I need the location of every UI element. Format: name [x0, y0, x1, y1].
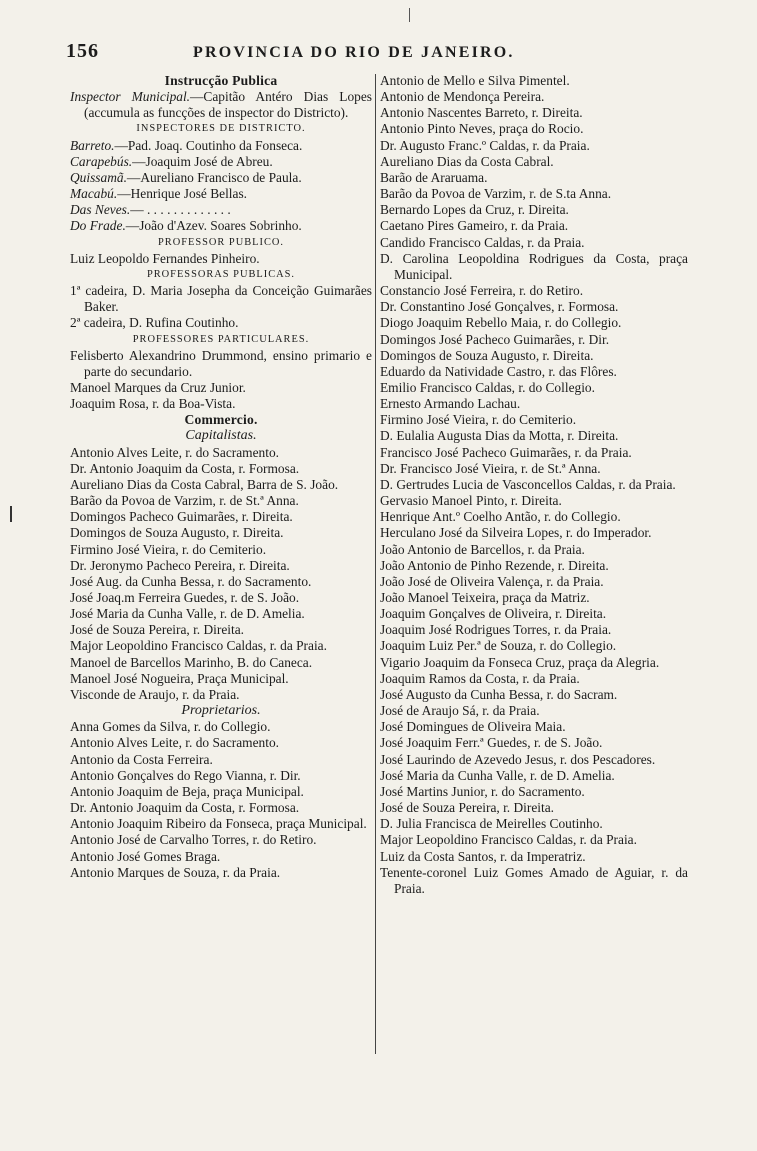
- directory-entry: Domingos Pacheco Guimarães, r. Direita.: [70, 509, 293, 525]
- directory-entry: José Joaq.m Ferreira Guedes, r. de S. João.: [70, 590, 300, 605]
- directory-entry: Antonio de Mello e Silva Pimentel.: [380, 73, 570, 88]
- directory-entry: Dr. Antonio Joaquim da Costa, r. Formosa.: [70, 800, 300, 816]
- directory-entry: 1ª cadeira, D. Maria Josepha da Conceição Guimarães Baker.: [70, 283, 372, 315]
- directory-entry: Joaquim Ramos da Costa, r. da Praia.: [380, 670, 580, 686]
- directory-entry: Barão da Povoa de Varzim, r. de St.ª Anna.: [70, 493, 299, 509]
- directory-entry: Antonio Marques de Souza, r. da Praia.: [70, 864, 281, 880]
- directory-entry: José Laurindo de Azevedo Jesus, r. dos Pescadores.: [380, 751, 656, 767]
- directory-entry: Bernardo Lopes da Cruz, r. Direita.: [380, 202, 569, 218]
- directory-entry: Manoel José Nogueira, Praça Municipal.: [70, 670, 289, 686]
- section-heading: Commercio.: [184, 412, 258, 428]
- entry-text: —Capitão Antéro Dias Lopes (accumula as funcções de inspector do Districto).: [84, 89, 372, 121]
- directory-entry: Manoel de Barcellos Marinho, B. do Caneca.: [70, 654, 313, 670]
- directory-entry: Henrique Ant.º Coelho Antão, r. do Collegio.: [380, 509, 621, 525]
- directory-entry: Candido Francisco Caldas, r. da Praia.: [380, 234, 585, 250]
- directory-entry: Dr. Francisco José Vieira, r. de St.ª Anna.: [380, 460, 601, 476]
- running-title: PROVINCIA DO RIO DE JANEIRO.: [193, 44, 515, 61]
- directory-entry: [70, 170, 372, 186]
- directory-entry: Antonio Gonçalves do Rego Vianna, r. Dir.: [70, 767, 301, 783]
- directory-entry: Tenente-coronel Luiz Gomes Amado de Aguiar, r. da Praia.: [380, 864, 688, 896]
- directory-entry: Aureliano Dias da Costa Cabral.: [380, 153, 554, 169]
- entry-label: Inspector Municipal.: [70, 89, 191, 105]
- directory-entry: Antonio Joaquim de Beja, praça Municipal.: [70, 783, 304, 799]
- directory-entry: Domingos de Souza Augusto, r. Direita.: [70, 525, 284, 541]
- directory-entry: Joaquim José Rodrigues Torres, r. da Praia.: [380, 622, 612, 638]
- directory-entry: [70, 138, 372, 154]
- entry-text: —Aureliano Francisco de Paula.: [126, 169, 302, 185]
- page-number: 156: [66, 40, 99, 62]
- directory-entry: Constancio José Ferreira, r. do Retiro.: [380, 283, 584, 299]
- subsection-heading: PROFESSORAS PUBLICAS.: [146, 268, 296, 280]
- directory-entry: [70, 89, 372, 121]
- directory-entry: Dr. Augusto Franc.º Caldas, r. da Praia.: [380, 137, 590, 153]
- directory-entry: Barão da Povoa de Varzim, r. de S.ta Anna.: [380, 186, 612, 202]
- entry-label: Macabú.: [70, 186, 118, 202]
- directory-entry: D. Gertrudes Lucia de Vasconcellos Caldas, r. da Praia.: [380, 476, 676, 492]
- directory-entry: Luiz Leopoldo Fernandes Pinheiro.: [70, 250, 260, 266]
- directory-entry: José de Araujo Sá, r. da Praia.: [380, 703, 540, 719]
- directory-entry: [70, 202, 372, 218]
- directory-entry: [70, 186, 372, 202]
- directory-entry: João Antonio de Pinho Rezende, r. Direita.: [380, 557, 609, 573]
- directory-entry: Vigario Joaquim da Fonseca Cruz, praça da Alegria.: [380, 654, 660, 670]
- directory-entry: Dr. Antonio Joaquim da Costa, r. Formosa.: [70, 460, 300, 476]
- directory-entry: Anna Gomes da Silva, r. do Collegio.: [70, 719, 271, 735]
- directory-entry: Major Leopoldino Francisco Caldas, r. da Praia.: [70, 638, 327, 654]
- entry-label: Barreto.: [70, 137, 115, 153]
- directory-entry: Luiz da Costa Santos, r. da Imperatriz.: [380, 848, 586, 864]
- directory-entry: Antonio da Costa Ferreira.: [70, 751, 213, 767]
- left-column: [70, 73, 372, 881]
- directory-entry: Caetano Pires Gameiro, r. da Praia.: [380, 218, 569, 234]
- directory-entry: José de Souza Pereira, r. Direita.: [380, 800, 555, 816]
- directory-entry: Firmino José Vieira, r. do Cemiterio.: [70, 541, 267, 557]
- directory-entry: Felisberto Alexandrino Drummond, ensino primario e parte do secundario.: [70, 347, 372, 379]
- directory-entry: D. Carolina Leopoldina Rodrigues da Costa, praça Municipal.: [380, 250, 688, 282]
- directory-entry: Eduardo da Natividade Castro, r. das Flôres.: [380, 363, 617, 379]
- directory-entry: 2ª cadeira, D. Rufina Coutinho.: [70, 315, 239, 331]
- directory-entry: Antonio Nascentes Barreto, r. Direita.: [380, 105, 583, 121]
- directory-entry: João Antonio de Barcellos, r. da Praia.: [380, 541, 585, 557]
- directory-entry: João José de Oliveira Valença, r. da Praia.: [380, 573, 604, 589]
- directory-entry: Antonio José Gomes Braga.: [70, 848, 221, 864]
- column-divider: [375, 74, 376, 1054]
- entry-label: Do Frade.: [70, 218, 126, 234]
- entry-text: — . . . . . . . . . . . . .: [130, 202, 231, 218]
- directory-entry: João Manoel Teixeira, praça da Matriz.: [380, 590, 590, 605]
- directory-entry: Joaquim Rosa, r. da Boa-Vista.: [70, 396, 236, 412]
- edge-mark: [10, 506, 12, 522]
- directory-entry: Antonio Alves Leite, r. do Sacramento.: [70, 444, 279, 460]
- entry-label: Das Neves.: [70, 202, 131, 218]
- directory-entry: Antonio de Mendonça Pereira.: [380, 89, 545, 105]
- subsection-heading: PROFESSORES PARTICULARES.: [132, 333, 310, 345]
- directory-entry: Dr. Jeronymo Pacheco Pereira, r. Direita.: [70, 557, 290, 573]
- directory-entry: Joaquim Luiz Per.ª de Souza, r. do Collegio.: [380, 638, 617, 654]
- directory-entry: José Maria da Cunha Valle, r. de D. Amelia.: [70, 606, 305, 622]
- directory-entry: José Martins Junior, r. do Sacramento.: [380, 783, 585, 799]
- directory-entry: Visconde de Araujo, r. da Praia.: [70, 686, 240, 702]
- directory-entry: Domingos José Pacheco Guimarães, r. Dir.: [380, 331, 610, 347]
- directory-entry: Barão de Araruama.: [380, 169, 488, 185]
- directory-entry: Antonio José de Carvalho Torres, r. do Retiro.: [70, 832, 317, 848]
- directory-entry: Dr. Constantino José Gonçalves, r. Formosa.: [380, 299, 619, 315]
- directory-entry: Firmino José Vieira, r. do Cemiterio.: [380, 412, 577, 428]
- entry-label: Quissamã.: [70, 169, 127, 185]
- category-heading: Proprietarios.: [181, 703, 261, 719]
- directory-entry: Manoel Marques da Cruz Junior.: [70, 379, 246, 395]
- entry-text: —Joaquim José de Abreu.: [132, 153, 273, 169]
- directory-entry: Major Leopoldino Francisco Caldas, r. da Praia.: [380, 832, 637, 848]
- directory-entry: D. Julia Francisca de Meirelles Coutinho.: [380, 816, 603, 832]
- entry-text: —Pad. Joaq. Coutinho da Fonseca.: [114, 137, 303, 153]
- directory-entry: Francisco José Pacheco Guimarães, r. da Praia.: [380, 444, 632, 460]
- directory-entry: José Joaquim Ferr.ª Guedes, r. de S. João.: [380, 735, 603, 751]
- directory-entry: Gervasio Manoel Pinto, r. Direita.: [380, 493, 562, 509]
- printer-tick-mark: [409, 8, 410, 22]
- section-heading: Instrucção Publica: [164, 73, 278, 88]
- directory-entry: José Maria da Cunha Valle, r. de D. Amelia.: [380, 767, 615, 783]
- entry-text: —João d'Azev. Soares Sobrinho.: [125, 218, 302, 234]
- directory-entry: [70, 154, 372, 170]
- subsection-heading: INSPECTORES DE DISTRICTO.: [136, 123, 306, 135]
- directory-entry: Domingos de Souza Augusto, r. Direita.: [380, 347, 594, 363]
- entry-text: —Henrique José Bellas.: [117, 186, 248, 202]
- right-column: [380, 73, 688, 897]
- directory-entry: D. Eulalia Augusta Dias da Motta, r. Direita.: [380, 428, 619, 444]
- directory-entry: Ernesto Armando Lachau.: [380, 396, 521, 412]
- entry-label: Carapebús.: [70, 153, 133, 169]
- directory-entry: Aureliano Dias da Costa Cabral, Barra de S. João.: [70, 476, 339, 492]
- directory-entry: Herculano José da Silveira Lopes, r. do Imperador.: [380, 525, 652, 541]
- directory-entry: Emilio Francisco Caldas, r. do Collegio.: [380, 379, 595, 395]
- directory-entry: Diogo Joaquim Rebello Maia, r. do Collegio.: [380, 315, 622, 331]
- subsection-heading: PROFESSOR PUBLICO.: [158, 236, 284, 248]
- directory-entry: Antonio Alves Leite, r. do Sacramento.: [70, 735, 279, 751]
- directory-entry: [70, 218, 372, 234]
- category-heading: Capitalistas.: [185, 428, 257, 444]
- directory-entry: Joaquim Gonçalves de Oliveira, r. Direita.: [380, 606, 607, 622]
- directory-entry: Antonio Joaquim Ribeiro da Fonseca, praça Municipal.: [70, 816, 367, 832]
- directory-entry: José Aug. da Cunha Bessa, r. do Sacramento.: [70, 573, 312, 589]
- directory-entry: Antonio Pinto Neves, praça do Rocio.: [380, 121, 584, 137]
- directory-entry: José Augusto da Cunha Bessa, r. do Sacram.: [380, 686, 618, 702]
- directory-entry: José Domingues de Oliveira Maia.: [380, 719, 566, 735]
- page-header: [66, 40, 706, 66]
- directory-entry: José de Souza Pereira, r. Direita.: [70, 622, 245, 638]
